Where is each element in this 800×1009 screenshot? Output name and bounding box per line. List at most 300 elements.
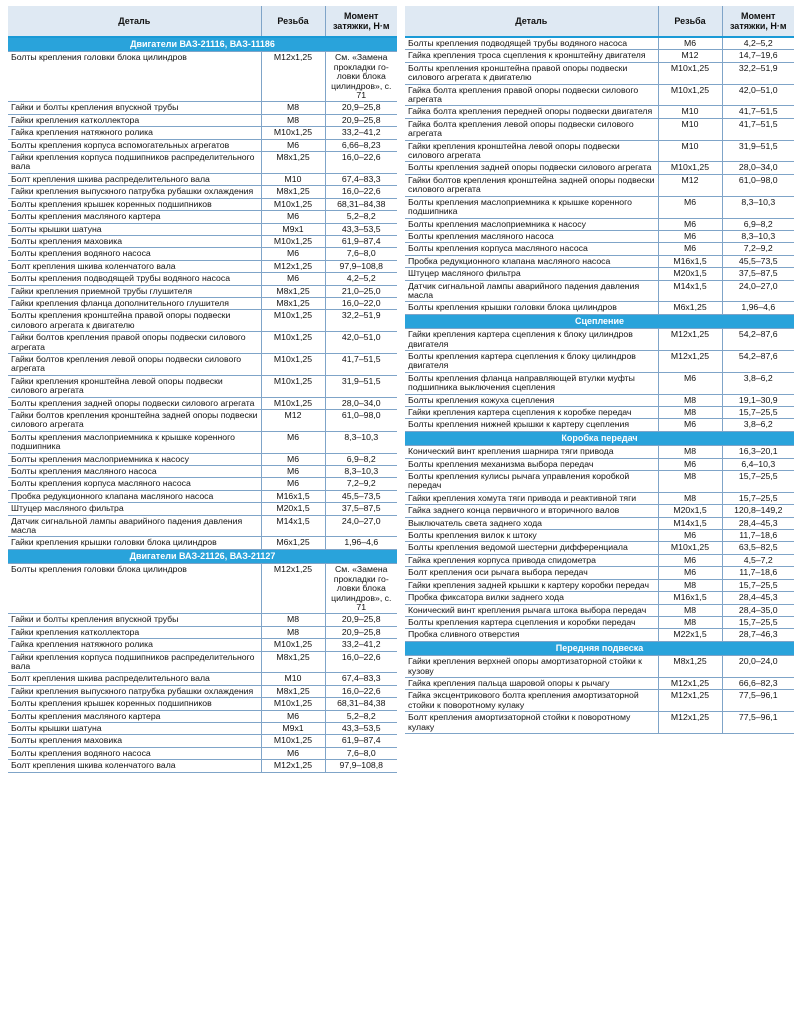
thread-cell: M6 (658, 530, 722, 542)
torque-cell: 28,4–35,0 (722, 604, 794, 616)
torque-cell: 11,7–18,6 (722, 567, 794, 579)
table-row (8, 747, 397, 759)
torque-cell: 6,4–10,3 (722, 458, 794, 470)
part-cell: Гайки крепления кронштейна левой опоры подвески силового агрегата (405, 140, 658, 162)
table-row (8, 710, 397, 722)
part-cell: Болты крепления крышек коренных подшипников (8, 198, 261, 210)
table-row (8, 537, 397, 549)
part-cell: Болты крепления маслоприемника к насосу (405, 218, 658, 230)
torque-cell: 7,6–8,0 (325, 248, 397, 260)
part-cell: Болты крепления задней опоры подвески силового агрегата (405, 162, 658, 174)
table-row (8, 503, 397, 515)
thread-cell: M6 (261, 478, 325, 490)
table-row (405, 419, 794, 431)
part-cell: Гайки крепления фланца дополнительного глушителя (8, 297, 261, 309)
thread-cell: M6x1,25 (261, 537, 325, 549)
thread-cell: M8x1,25 (658, 656, 722, 678)
thread-cell: M8 (658, 616, 722, 628)
thread-cell: M10x1,25 (658, 162, 722, 174)
table-row (405, 230, 794, 242)
thread-cell: M10x1,25 (261, 735, 325, 747)
header-thread: Резьба (658, 6, 722, 37)
thread-cell: M6 (658, 196, 722, 218)
part-cell: Выключатель света заднего хода (405, 517, 658, 529)
section-title: Коробка передач (405, 431, 794, 445)
thread-cell: M16x1,5 (658, 592, 722, 604)
part-cell: Болты крепления корпуса масляного насоса (405, 243, 658, 255)
table-row (8, 685, 397, 697)
part-cell: Болты крепления водяного насоса (8, 747, 261, 759)
thread-cell: M8 (658, 394, 722, 406)
torque-cell: 54,2–87,6 (722, 350, 794, 372)
torque-cell: 15,7–25,5 (722, 407, 794, 419)
thread-cell: M12x1,25 (261, 260, 325, 272)
torque-cell: 32,2–51,9 (722, 62, 794, 84)
part-cell: Гайка эксцентрикового болта крепления амортизаторной стойки к поворотному кулаку (405, 690, 658, 712)
table-row (8, 102, 397, 114)
torque-cell: 43,3–53,5 (325, 223, 397, 235)
torque-cell: 8,3–10,3 (722, 230, 794, 242)
part-cell: Болты крепления водяного насоса (8, 248, 261, 260)
thread-cell: M12x1,25 (658, 712, 722, 734)
part-cell: Болты крышки шатуна (8, 223, 261, 235)
table-row (405, 106, 794, 118)
part-cell: Болты крепления кожуха сцепления (405, 394, 658, 406)
torque-cell: 4,2–5,2 (722, 37, 794, 50)
torque-cell: 43,3–53,5 (325, 722, 397, 734)
torque-cell: 6,66–8,23 (325, 139, 397, 151)
table-row (8, 127, 397, 139)
torque-cell: 45,5–73,5 (325, 490, 397, 502)
table-row (405, 542, 794, 554)
header-part: Деталь (405, 6, 658, 37)
torque-cell: 8,3–10,3 (722, 196, 794, 218)
torque-cell: 120,8–149,2 (722, 505, 794, 517)
torque-cell: 28,4–45,3 (722, 592, 794, 604)
thread-cell: M8 (261, 626, 325, 638)
torque-cell: 63,5–82,5 (722, 542, 794, 554)
torque-cell: 1,96–4,6 (722, 302, 794, 314)
table-row (8, 478, 397, 490)
torque-cell: 97,9–108,8 (325, 760, 397, 772)
torque-cell: 1,96–4,6 (325, 537, 397, 549)
section-header (405, 314, 794, 328)
torque-cell: 8,3–10,3 (325, 431, 397, 453)
table-row (405, 579, 794, 591)
part-cell: Датчик сигнальной лампы аварийного падения давления масла (405, 280, 658, 302)
torque-cell: 67,4–83,3 (325, 173, 397, 185)
torque-cell: 16,3–20,1 (722, 446, 794, 458)
part-cell: Конический винт крепления рычага штока выбора передач (405, 604, 658, 616)
torque-cell: 42,0–51,0 (325, 332, 397, 354)
table-row (405, 50, 794, 62)
table-row (405, 592, 794, 604)
header-part: Деталь (8, 6, 261, 37)
part-cell: Гайки болтов крепления кронштейна задней опоры подвески силового агрегата (405, 174, 658, 196)
table-row (405, 407, 794, 419)
torque-cell: 77,5–96,1 (722, 712, 794, 734)
table-row (8, 651, 397, 673)
table-row (405, 471, 794, 493)
torque-cell: 41,7–51,5 (722, 106, 794, 118)
torque-cell: 28,4–45,3 (722, 517, 794, 529)
part-cell: Болты крепления картера сцепления к блоку цилиндров двигателя (405, 350, 658, 372)
thread-cell: M10x1,25 (261, 235, 325, 247)
thread-cell: M10x1,25 (658, 62, 722, 84)
thread-cell: M10 (261, 673, 325, 685)
thread-cell: M10 (658, 140, 722, 162)
part-cell: Гайки крепления катколлектора (8, 626, 261, 638)
torque-cell: 33,2–41,2 (325, 127, 397, 139)
thread-cell: M8x1,25 (261, 186, 325, 198)
table-row (8, 515, 397, 537)
table-row (8, 223, 397, 235)
thread-cell: M20x1,5 (261, 503, 325, 515)
part-cell: Гайки крепления выпускного патрубка рубашки охлаждения (8, 186, 261, 198)
part-cell: Болты крепления головки блока цилиндров (8, 564, 261, 614)
table-row (8, 673, 397, 685)
part-cell: Болт крепления амортизаторной стойки к поворотному кулаку (405, 712, 658, 734)
part-cell: Болты крепления фланца направляющей втулки муфты подшипника выключения сцепления (405, 372, 658, 394)
part-cell: Пробка сливного отверстия (405, 629, 658, 641)
part-cell: Гайки болтов крепления кронштейна задней опоры подвески силового агрегата (8, 410, 261, 432)
torque-cell: 28,7–46,3 (722, 629, 794, 641)
part-cell: Гайки крепления картера сцепления к коробке передач (405, 407, 658, 419)
table-row (405, 196, 794, 218)
header-torque: Момент затяжки, Н·м (722, 6, 794, 37)
thread-cell: M8 (658, 604, 722, 616)
thread-cell: M16x1,5 (658, 255, 722, 267)
torque-cell: 31,9–51,5 (722, 140, 794, 162)
table-row (8, 332, 397, 354)
torque-cell: 37,5–87,5 (722, 268, 794, 280)
part-cell: Гайки крепления крышки головки блока цилиндров (8, 537, 261, 549)
table-row (8, 310, 397, 332)
torque-table-right (405, 6, 794, 734)
part-cell: Гайка болта крепления передней опоры подвески двигателя (405, 106, 658, 118)
part-cell: Конический винт крепления шарнира тяги привода (405, 446, 658, 458)
torque-cell: 41,7–51,5 (325, 353, 397, 375)
header-thread: Резьба (261, 6, 325, 37)
torque-cell: 77,5–96,1 (722, 690, 794, 712)
part-cell: Болт крепления шкива коленчатого вала (8, 760, 261, 772)
part-cell: Болт крепления шкива распределительного вала (8, 673, 261, 685)
part-cell: Болты крепления нижней крышки к картеру сцепления (405, 419, 658, 431)
thread-cell: M12x1,25 (658, 329, 722, 351)
header-row (405, 6, 794, 37)
part-cell: Гайки и болты крепления впускной трубы (8, 614, 261, 626)
part-cell: Гайки крепления катколлектора (8, 114, 261, 126)
table-row (8, 431, 397, 453)
table-row (8, 139, 397, 151)
part-cell: Пробка редукционного клапана масляного насоса (8, 490, 261, 502)
torque-cell: См. «Замена прокладки го- ловки блока цилиндров», с. 71 (325, 564, 397, 614)
table-row (8, 614, 397, 626)
part-cell: Болты крепления ведомой шестерни дифференциала (405, 542, 658, 554)
thread-cell: M6 (658, 372, 722, 394)
thread-cell: M12x1,25 (261, 760, 325, 772)
torque-cell: 21,0–25,0 (325, 285, 397, 297)
table-row (405, 505, 794, 517)
table-row (405, 162, 794, 174)
torque-cell: 67,4–83,3 (325, 673, 397, 685)
part-cell: Болты крепления маховика (8, 735, 261, 747)
torque-cell: 20,9–25,8 (325, 614, 397, 626)
thread-cell: M20x1,5 (658, 505, 722, 517)
table-row (405, 329, 794, 351)
table-row (405, 446, 794, 458)
torque-table-left (8, 6, 397, 773)
torque-cell: 20,9–25,8 (325, 626, 397, 638)
thread-cell: M6 (658, 419, 722, 431)
part-cell: Болты крепления вилок к штоку (405, 530, 658, 542)
torque-cell: 68,31–84,38 (325, 698, 397, 710)
thread-cell: M10x1,25 (658, 542, 722, 554)
torque-cell: 3,8–6,2 (722, 419, 794, 431)
torque-cell: 31,9–51,5 (325, 375, 397, 397)
table-row (8, 375, 397, 397)
section-title: Передняя подвеска (405, 641, 794, 655)
part-cell: Гайки крепления корпуса подшипников распределительного вала (8, 152, 261, 174)
torque-cell: 37,5–87,5 (325, 503, 397, 515)
torque-cell: 42,0–51,0 (722, 84, 794, 106)
torque-cell: 8,3–10,3 (325, 466, 397, 478)
thread-cell: M14x1,5 (261, 515, 325, 537)
part-cell: Болты крепления масляного картера (8, 211, 261, 223)
table-row (405, 243, 794, 255)
part-cell: Болты крепления механизма выбора передач (405, 458, 658, 470)
thread-cell: M10x1,25 (261, 198, 325, 210)
part-cell: Гайка крепления натяжного ролика (8, 639, 261, 651)
thread-cell: M14x1,5 (658, 517, 722, 529)
table-row (8, 410, 397, 432)
part-cell: Болты крепления подводящей трубы водяного насоса (405, 37, 658, 50)
torque-cell: 6,9–8,2 (325, 453, 397, 465)
table-row (8, 211, 397, 223)
part-cell: Гайка крепления троса сцепления к кронштейну двигателя (405, 50, 658, 62)
thread-cell: M8 (261, 114, 325, 126)
part-cell: Гайки крепления верхней опоры амортизаторной стойки к кузову (405, 656, 658, 678)
table-row (8, 490, 397, 502)
torque-cell: 61,0–98,0 (722, 174, 794, 196)
thread-cell: M6 (658, 243, 722, 255)
thread-cell: M8 (261, 614, 325, 626)
part-cell: Гайка крепления натяжного ролика (8, 127, 261, 139)
table-row (405, 268, 794, 280)
part-cell: Гайка заднего конца первичного и вторичного валов (405, 505, 658, 517)
thread-cell: M8 (658, 407, 722, 419)
torque-cell: 4,5–7,2 (722, 554, 794, 566)
part-cell: Болты крепления подводящей трубы водяного насоса (8, 273, 261, 285)
part-cell: Болты крепления маховика (8, 235, 261, 247)
torque-cell: 28,0–34,0 (325, 397, 397, 409)
torque-cell: 3,8–6,2 (722, 372, 794, 394)
table-row (8, 198, 397, 210)
part-cell: Болты крепления корпуса масляного насоса (8, 478, 261, 490)
torque-cell: 41,7–51,5 (722, 118, 794, 140)
torque-cell: См. «Замена прокладки го- ловки блока цилиндров», с. 71 (325, 52, 397, 102)
part-cell: Гайки крепления картера сцепления к блоку цилиндров двигателя (405, 329, 658, 351)
thread-cell: M10x1,25 (261, 639, 325, 651)
thread-cell: M6x1,25 (658, 302, 722, 314)
thread-cell: M12x1,25 (658, 690, 722, 712)
table-row (8, 52, 397, 102)
section-header (8, 37, 397, 52)
thread-cell: M10x1,25 (261, 397, 325, 409)
header-row (8, 6, 397, 37)
thread-cell: M9x1 (261, 722, 325, 734)
thread-cell: M8 (658, 492, 722, 504)
section-title: Сцепление (405, 314, 794, 328)
table-row (8, 297, 397, 309)
table-row (405, 530, 794, 542)
thread-cell: M8 (658, 579, 722, 591)
part-cell: Болты крышки шатуна (8, 722, 261, 734)
thread-cell: M10 (658, 118, 722, 140)
part-cell: Пробка редукционного клапана масляного насоса (405, 255, 658, 267)
part-cell: Болты крепления маслоприемника к насосу (8, 453, 261, 465)
torque-cell: 45,5–73,5 (722, 255, 794, 267)
table-row (8, 698, 397, 710)
section-title: Двигатели ВАЗ-21116, ВАЗ-11186 (8, 37, 397, 52)
table-row (8, 248, 397, 260)
table-row (405, 118, 794, 140)
table-row (405, 140, 794, 162)
table-row (8, 260, 397, 272)
thread-cell: M6 (261, 431, 325, 453)
thread-cell: M8x1,25 (261, 152, 325, 174)
torque-cell: 20,9–25,8 (325, 102, 397, 114)
table-row (8, 722, 397, 734)
thread-cell: M6 (658, 218, 722, 230)
torque-cell: 61,9–87,4 (325, 235, 397, 247)
thread-cell: M8x1,25 (261, 285, 325, 297)
thread-cell: M10x1,25 (261, 332, 325, 354)
thread-cell: M6 (261, 211, 325, 223)
table-row (405, 218, 794, 230)
thread-cell: M10x1,25 (261, 127, 325, 139)
thread-cell: M12x1,25 (658, 350, 722, 372)
table-row (8, 639, 397, 651)
table-row (405, 492, 794, 504)
part-cell: Болты крепления крышки головки блока цилиндров (405, 302, 658, 314)
torque-cell: 5,2–8,2 (325, 211, 397, 223)
table-row (8, 353, 397, 375)
part-cell: Гайки болтов крепления левой опоры подвески силового агрегата (8, 353, 261, 375)
part-cell: Гайка крепления корпуса привода спидометра (405, 554, 658, 566)
table-row (405, 350, 794, 372)
part-cell: Болты крепления маслоприемника к крышке коренного подшипника (405, 196, 658, 218)
torque-cell: 14,7–19,6 (722, 50, 794, 62)
table-row (405, 656, 794, 678)
thread-cell: M10x1,25 (261, 375, 325, 397)
thread-cell: M10 (261, 173, 325, 185)
section-header (405, 431, 794, 445)
torque-cell: 61,9–87,4 (325, 735, 397, 747)
torque-cell: 33,2–41,2 (325, 639, 397, 651)
table-row (405, 458, 794, 470)
thread-cell: M8 (658, 471, 722, 493)
thread-cell: M6 (261, 139, 325, 151)
torque-cell: 19,1–30,9 (722, 394, 794, 406)
thread-cell: M12 (658, 174, 722, 196)
part-cell: Гайки болтов крепления правой опоры подвески силового агрегата (8, 332, 261, 354)
table-row (8, 735, 397, 747)
torque-cell: 7,2–9,2 (325, 478, 397, 490)
torque-cell: 16,0–22,6 (325, 685, 397, 697)
thread-cell: M6 (658, 458, 722, 470)
thread-cell: M6 (658, 554, 722, 566)
thread-cell: M10 (658, 106, 722, 118)
section-header (8, 549, 397, 563)
table-row (405, 62, 794, 84)
part-cell: Болт крепления шкива распределительного вала (8, 173, 261, 185)
table-row (8, 186, 397, 198)
torque-cell: 16,0–22,6 (325, 651, 397, 673)
torque-cell: 32,2–51,9 (325, 310, 397, 332)
part-cell: Гайки крепления выпускного патрубка рубашки охлаждения (8, 685, 261, 697)
header-torque: Момент затяжки, Н·м (325, 6, 397, 37)
torque-cell: 15,7–25,5 (722, 579, 794, 591)
table-row (8, 453, 397, 465)
table-row (8, 466, 397, 478)
torque-cell: 24,0–27,0 (325, 515, 397, 537)
torque-cell: 24,0–27,0 (722, 280, 794, 302)
table-row (8, 235, 397, 247)
part-cell: Болты крепления крышек коренных подшипников (8, 698, 261, 710)
thread-cell: M10x1,25 (261, 310, 325, 332)
thread-cell: M12 (261, 410, 325, 432)
part-cell: Болты крепления кронштейна правой опоры подвески силового агрегата к двигателю (8, 310, 261, 332)
part-cell: Болты крепления задней опоры подвески силового агрегата (8, 397, 261, 409)
torque-cell: 7,6–8,0 (325, 747, 397, 759)
thread-cell: M8x1,25 (261, 651, 325, 673)
torque-cell: 16,0–22,6 (325, 152, 397, 174)
part-cell: Болты крепления картера сцепления и коробки передач (405, 616, 658, 628)
thread-cell: M10x1,25 (658, 84, 722, 106)
torque-cell: 66,6–82,3 (722, 677, 794, 689)
table-row (8, 397, 397, 409)
torque-cell: 15,7–25,5 (722, 616, 794, 628)
part-cell: Гайки крепления корпуса подшипников распределительного вала (8, 651, 261, 673)
table-row (405, 517, 794, 529)
part-cell: Датчик сигнальной лампы аварийного падения давления масла (8, 515, 261, 537)
part-cell: Гайка болта крепления правой опоры подвески силового агрегата (405, 84, 658, 106)
part-cell: Гайка болта крепления левой опоры подвески силового агрегата (405, 118, 658, 140)
table-row (405, 255, 794, 267)
torque-cell: 16,0–22,0 (325, 297, 397, 309)
thread-cell: M12x1,25 (261, 564, 325, 614)
thread-cell: M10x1,25 (261, 353, 325, 375)
table-row (8, 152, 397, 174)
thread-cell: M14x1,5 (658, 280, 722, 302)
thread-cell: M12 (658, 50, 722, 62)
part-cell: Болты крепления кулисы рычага управления коробкой передач (405, 471, 658, 493)
part-cell: Болты крепления маслоприемника к крышке коренного подшипника (8, 431, 261, 453)
section-title: Двигатели ВАЗ-21126, ВАЗ-21127 (8, 549, 397, 563)
part-cell: Гайки крепления задней крышки к картеру коробки передач (405, 579, 658, 591)
thread-cell: M8x1,25 (261, 297, 325, 309)
section-header (405, 641, 794, 655)
part-cell: Штуцер масляного фильтра (405, 268, 658, 280)
table-row (405, 554, 794, 566)
table-row (405, 712, 794, 734)
thread-cell: M20x1,5 (658, 268, 722, 280)
torque-cell: 20,0–24,0 (722, 656, 794, 678)
thread-cell: M16x1,5 (261, 490, 325, 502)
thread-cell: M6 (261, 466, 325, 478)
torque-cell: 15,7–25,5 (722, 492, 794, 504)
